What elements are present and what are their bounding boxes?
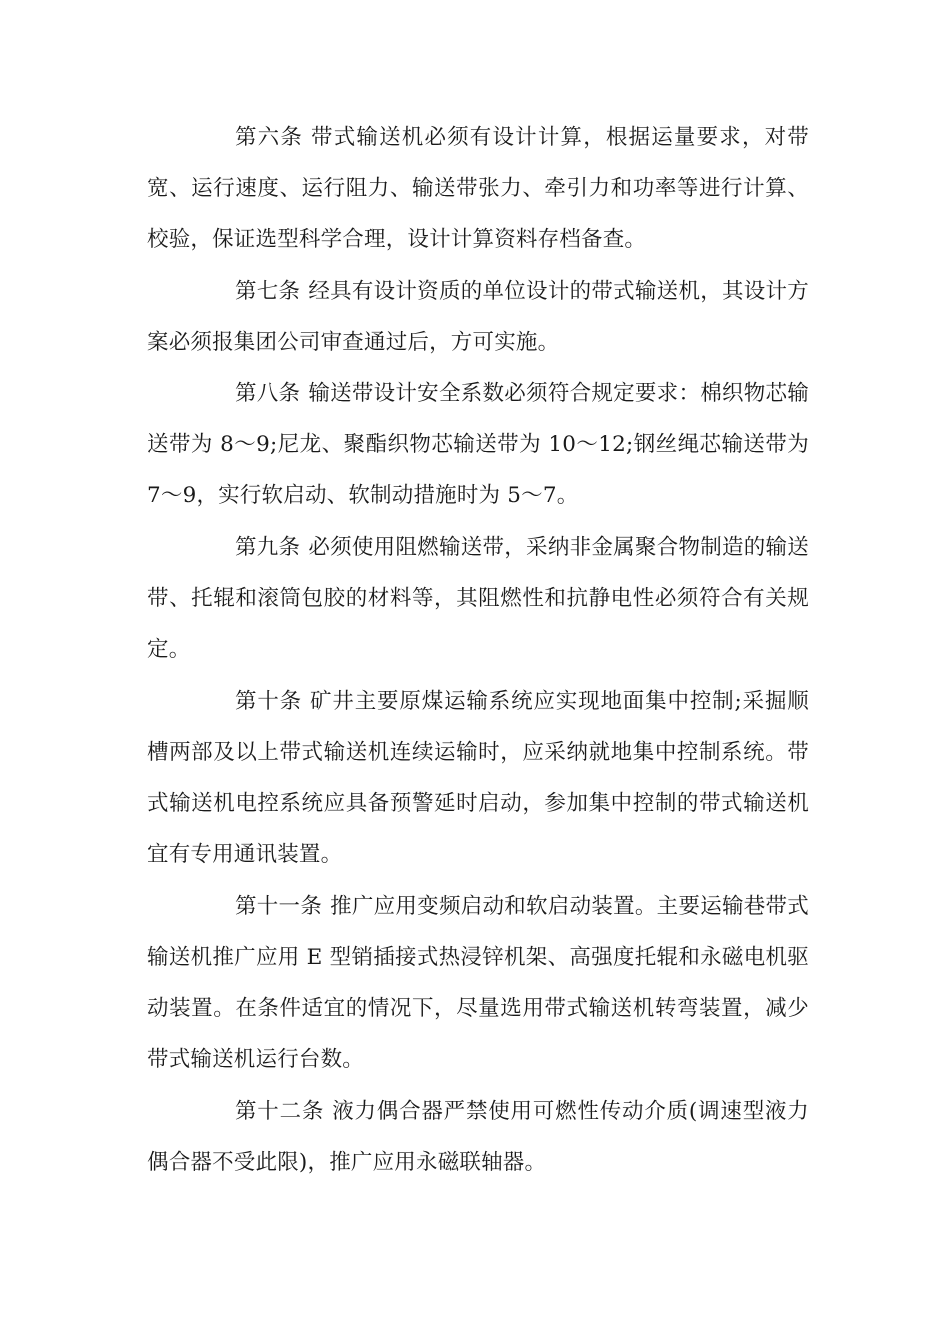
article-text: 矿井主要原煤运输系统应实现地面集中控制;采掘顺槽两部及以上带式输送机连续运输时，应采纳就地集中控制系统。带式输送机电控系统应具备预警延时启动，参加集中控制的带式输送机宜有专用通讯装置。 (147, 689, 809, 867)
article-12 (147, 1086, 809, 1188)
article-text: 液力偶合器严禁使用可燃性传动介质(调速型液力偶合器不受此限)，推广应用永磁联轴器。 (147, 1099, 809, 1175)
article-number: 第十条 (235, 689, 303, 714)
article-text: 输送带设计安全系数必须符合规定要求：棉织物芯输送带为 8～9;尼龙、聚酯织物芯输送带为 10～12;钢丝绳芯输送带为 7～9，实行软启动、软制动措施时为 5～7。 (147, 381, 809, 508)
article-6 (147, 112, 809, 265)
article-text: 经具有设计资质的单位设计的带式输送机，其设计方案必须报集团公司审查通过后，方可实施。 (147, 279, 809, 355)
article-number: 第七条 (235, 279, 301, 304)
article-11 (147, 881, 809, 1085)
article-number: 第六条 (235, 125, 304, 150)
article-10 (147, 676, 809, 880)
article-text: 必须使用阻燃输送带，采纳非金属聚合物制造的输送带、托辊和滚筒包胶的材料等，其阻燃性和抗静电性必须符合有关规定。 (147, 535, 809, 662)
article-number: 第十二条 (235, 1099, 325, 1124)
article-9 (147, 522, 809, 675)
article-8 (147, 368, 809, 521)
article-7 (147, 266, 809, 368)
article-number: 第九条 (235, 535, 301, 560)
article-text: 推广应用变频启动和软启动装置。主要运输巷带式输送机推广应用 E 型销插接式热浸锌机架、高强度托辊和永磁电机驱动装置。在条件适宜的情况下，尽量选用带式输送机转弯装置，减少带式输送机运行台数。 (147, 894, 809, 1072)
article-text: 带式输送机必须有设计计算，根据运量要求，对带宽、运行速度、运行阻力、输送带张力、牵引力和功率等进行计算、校验，保证选型科学合理，设计计算资料存档备查。 (147, 125, 809, 252)
article-number: 第八条 (235, 381, 301, 406)
article-number: 第十一条 (235, 894, 323, 919)
